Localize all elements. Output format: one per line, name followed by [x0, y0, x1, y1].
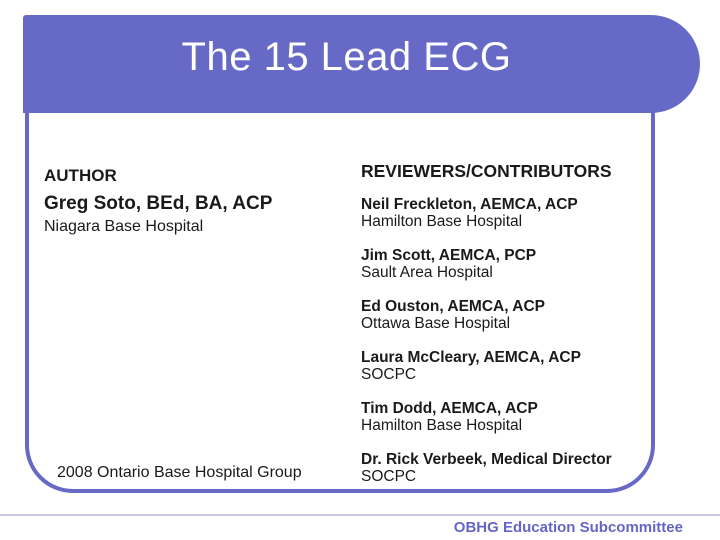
reviewer-name: Neil Freckleton, AEMCA, ACP [361, 196, 578, 213]
reviewer-organization: SOCPC [361, 468, 417, 485]
author-section [44, 164, 334, 238]
footer-label: OBHG Education Subcommittee [453, 519, 683, 536]
reviewer-entry [361, 451, 646, 485]
reviewer-entry [361, 349, 646, 383]
reviewer-name: Ed Ouston, AEMCA, ACP [361, 298, 545, 315]
reviewer-name: Dr. Rick Verbeek, Medical Director [361, 451, 612, 468]
author-heading: AUTHOR [44, 166, 117, 185]
reviewer-entry [361, 298, 646, 332]
title-banner [23, 15, 700, 113]
reviewer-name: Jim Scott, AEMCA, PCP [361, 247, 537, 264]
reviewer-name: Laura McCleary, AEMCA, ACP [361, 349, 581, 366]
author-organization: Niagara Base Hospital [44, 218, 204, 235]
footnote-year-group: 2008 Ontario Base Hospital Group [57, 464, 302, 481]
reviewer-organization: Hamilton Base Hospital [361, 213, 523, 230]
reviewer-organization: Hamilton Base Hospital [361, 417, 523, 434]
reviewer-organization: Sault Area Hospital [361, 264, 493, 281]
reviewer-name: Tim Dodd, AEMCA, ACP [361, 400, 538, 417]
slide-title: The 15 Lead ECG [181, 34, 512, 79]
reviewer-organization: SOCPC [361, 366, 417, 383]
reviewers-section [361, 160, 646, 502]
reviewer-organization: Ottawa Base Hospital [361, 315, 511, 332]
reviewer-entry [361, 247, 646, 281]
reviewer-entry [361, 400, 646, 434]
reviewers-heading: REVIEWERS/CONTRIBUTORS [361, 161, 612, 181]
reviewer-entry [361, 196, 646, 230]
footer-divider [0, 514, 720, 516]
author-name: Greg Soto, BEd, BA, ACP [44, 193, 273, 214]
